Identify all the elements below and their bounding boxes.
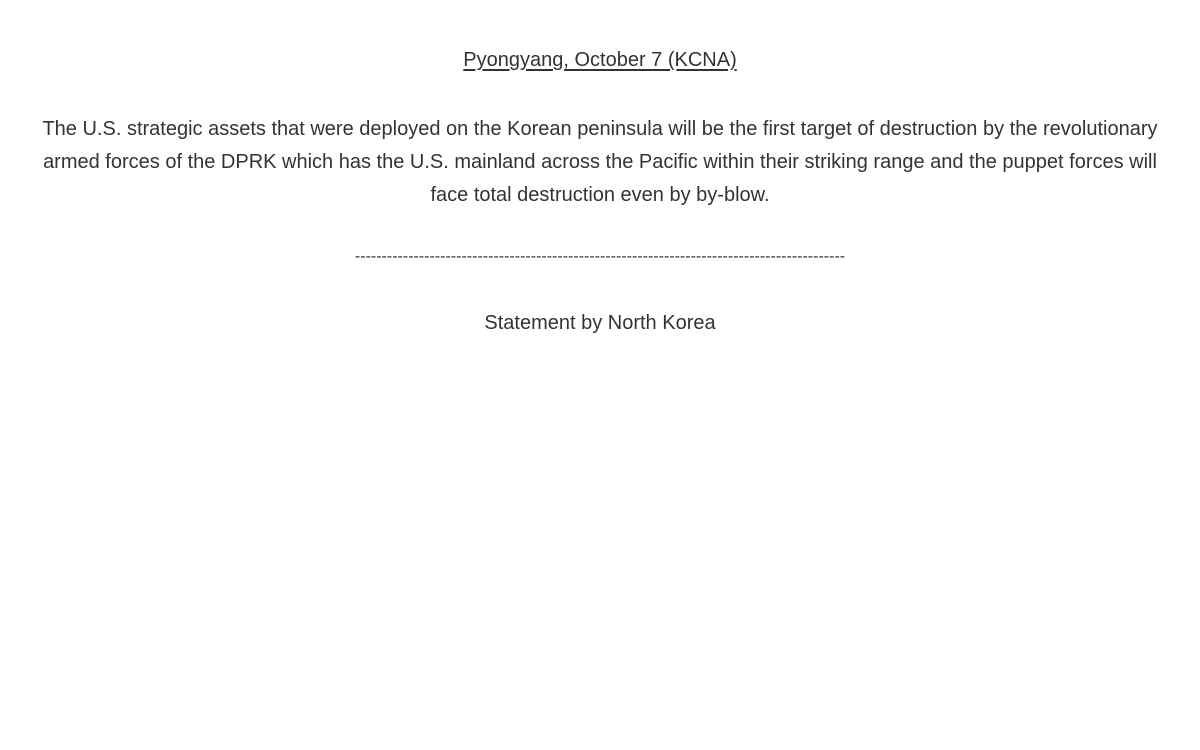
attribution-text: Statement by North Korea xyxy=(484,312,716,334)
separator-line: -------------------------------------------------------------------------------------------- xyxy=(354,248,846,265)
dateline-container xyxy=(0,47,1200,73)
dateline-link[interactable]: Pyongyang, October 7 (KCNA) xyxy=(463,49,737,71)
article-body-text: The U.S. strategic assets that were deployed on the Korean peninsula will be the first target of destruction by the revolutionary armed forces of the DPRK which has the U.S. mainland across the Pacific within their striking range and the puppet forces will face total destruction even by by-blow. xyxy=(42,118,1158,206)
